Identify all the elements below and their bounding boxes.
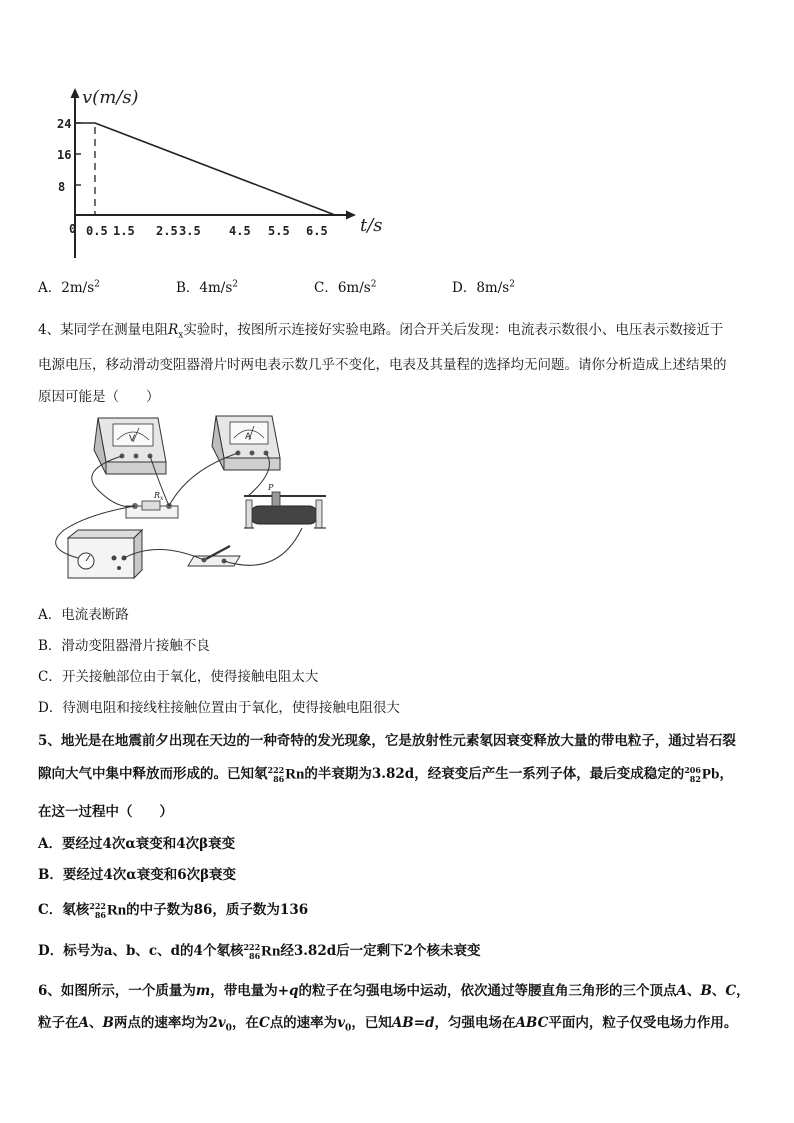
- q4-stem-line-1: 4、某同学在测量电阻$R_x$实验时，按图所示连接好实验电路。闭合开关后发现：电流表示数很小、电压表示数接近于: [38, 322, 724, 341]
- circuit-diagram: [38, 410, 338, 595]
- q5-option-b[interactable]: B．要经过4次α衰变和6次β衰变: [38, 867, 237, 883]
- q5-stem-line-2: 隙向大气中集中释放而形成的。已知氡 222 86 Rn的半衰期为3.82d，经衰变后产生一系列子体，最后变成稳定的 206 82 Pb，: [38, 764, 733, 784]
- q4-option-c[interactable]: C．开关接触部位由于氧化，使得接触电阻太大: [38, 669, 319, 685]
- q6-stem-line-2: 粒子在A、B两点的速率均为$2v_0$，在C点的速率为$v_0$，已知AB=d，匀强电场在ABC平面内，粒子仅受电场力作用。: [38, 1015, 738, 1034]
- q4-option-d[interactable]: D．待测电阻和接线柱接触位置由于氧化，使得接触电阻很大: [38, 700, 400, 716]
- voltmeter-label: V: [129, 434, 136, 444]
- y-axis-label: v(m/s): [82, 87, 139, 108]
- q3-option-c[interactable]: C．$6m/s^2$: [314, 279, 377, 296]
- q5-option-d[interactable]: D．标号为a、b、c、d的4个氡核 222 86 Rn经3.82d后一定剩下2个核未衰变: [38, 941, 481, 961]
- voltmeter-icon: [94, 418, 166, 474]
- x-tick-0.5: 0.5: [86, 224, 108, 238]
- lead-nuclide: 206 82 Pb: [684, 764, 720, 784]
- x-axis-label: t/s: [360, 215, 383, 236]
- x-tick-3.5: 3.5: [179, 224, 201, 238]
- x-tick-4.5: 4.5: [229, 224, 251, 238]
- y-tick-16: 16: [57, 148, 72, 162]
- x-tick-5.5: 5.5: [268, 224, 290, 238]
- ammeter-label: A: [245, 432, 252, 442]
- origin-label: 0: [69, 222, 77, 236]
- velocity-line: [75, 123, 335, 215]
- q5-stem-line-1: 5、地光是在地震前夕出现在天边的一种奇特的发光现象，它是放射性元素氡因衰变释放大量的带电粒子，通过岩石裂: [38, 733, 736, 749]
- q4-stem-line-2: 电源电压，移动滑动变阻器滑片时两电表示数几乎不变化，电表及其量程的选择均无问题。请你分析造成上述结果的: [38, 357, 727, 373]
- x-tick-6.5: 6.5: [306, 224, 328, 238]
- q5-option-a[interactable]: A．要经过4次α衰变和4次β衰变: [38, 836, 236, 852]
- resistor-label: $R_x$: [154, 491, 164, 502]
- y-tick-8: 8: [58, 180, 66, 194]
- q5-option-c[interactable]: C．氡核 222 86 Rn的中子数为86，质子数为136: [38, 900, 309, 920]
- x-tick-2.5: 2.5: [156, 224, 178, 238]
- q3-option-b[interactable]: B．$4m/s^2$: [176, 279, 239, 296]
- velocity-time-graph: [40, 80, 420, 270]
- slider-label: P: [268, 483, 274, 492]
- y-axis-arrow: [71, 88, 80, 98]
- x-axis-arrow: [346, 211, 356, 220]
- q4-option-b[interactable]: B．滑动变阻器滑片接触不良: [38, 638, 210, 654]
- radon-nuclide: 222 86 Rn: [267, 764, 305, 784]
- q4-stem-line-3: 原因可能是（ ）: [38, 389, 160, 405]
- y-tick-24: 24: [57, 117, 72, 131]
- q5-stem-line-3: 在这一过程中（ ）: [38, 804, 173, 820]
- q3-option-a[interactable]: A．$2m/s^2$: [38, 279, 100, 296]
- x-tick-1.5: 1.5: [113, 224, 135, 238]
- q3-option-d[interactable]: D．$8m/s^2$: [452, 279, 515, 296]
- power-supply-icon: [68, 530, 142, 578]
- rheostat-icon: [244, 483, 326, 528]
- q6-stem-line-1: 6、如图所示，一个质量为m，带电量为+q的粒子在匀强电场中运动，依次通过等腰直角三角形的三个顶点A、B、C，: [38, 983, 750, 999]
- q4-option-a[interactable]: A．电流表断路: [38, 607, 129, 623]
